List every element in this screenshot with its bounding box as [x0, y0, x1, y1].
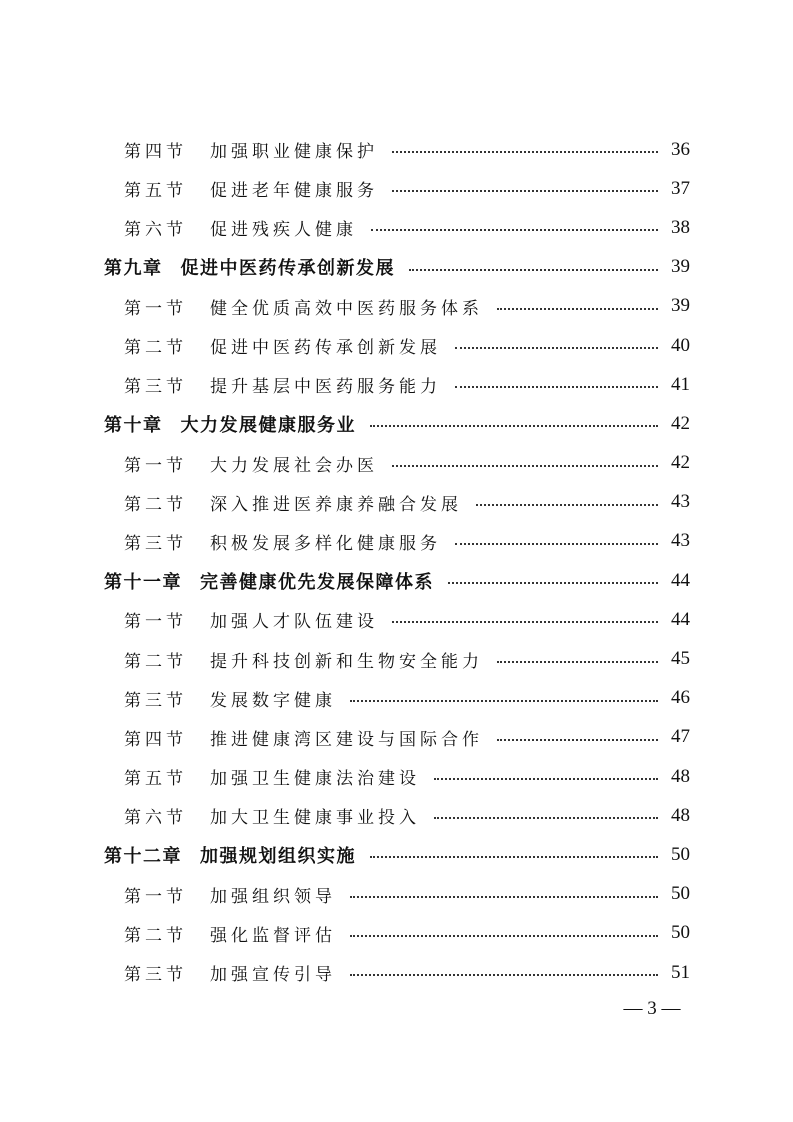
toc-section-entry[interactable] — [0, 208, 793, 247]
page-reference: 36 — [671, 138, 690, 160]
toc-section-entry[interactable] — [0, 796, 793, 835]
page-reference: 39 — [671, 256, 690, 278]
toc-section-entry[interactable] — [0, 287, 793, 326]
dot-leader — [448, 581, 658, 584]
page-reference: 48 — [671, 765, 690, 787]
section-title: 推进健康湾区建设与国际合作 — [210, 729, 483, 750]
toc-section-entry[interactable] — [0, 679, 793, 718]
section-title: 促进中医药传承创新发展 — [210, 338, 441, 359]
toc-chapter-entry[interactable] — [0, 561, 793, 600]
toc-chapter-entry[interactable] — [0, 404, 793, 443]
dot-leader — [350, 934, 658, 937]
page-reference: 43 — [671, 491, 690, 513]
page-reference: 41 — [671, 373, 690, 395]
section-title: 加强职业健康保护 — [210, 142, 378, 163]
section-number: 第四节 — [124, 729, 187, 750]
dot-leader — [392, 620, 658, 623]
toc-section-entry[interactable] — [0, 953, 793, 992]
chapter-title: 完善健康优先发展保障体系 — [200, 571, 434, 593]
dot-leader — [350, 973, 658, 976]
section-number: 第一节 — [124, 298, 187, 319]
page-reference: 42 — [671, 452, 690, 474]
section-number: 第四节 — [124, 142, 187, 163]
section-number: 第一节 — [124, 612, 187, 633]
dot-leader — [392, 464, 658, 467]
section-title: 发展数字健康 — [210, 690, 336, 711]
dot-leader — [434, 816, 658, 819]
page-reference: 50 — [671, 843, 690, 865]
section-number: 第五节 — [124, 181, 187, 202]
section-number: 第二节 — [124, 494, 187, 515]
page-reference: 43 — [671, 530, 690, 552]
dot-leader — [370, 424, 658, 427]
toc-section-entry[interactable] — [0, 639, 793, 678]
section-number: 第二节 — [124, 925, 187, 946]
toc-section-entry[interactable] — [0, 326, 793, 365]
dot-leader — [409, 268, 658, 271]
page-reference: 50 — [671, 883, 690, 905]
dot-leader — [350, 895, 658, 898]
chapter-number: 第十章 — [104, 414, 163, 436]
toc-chapter-entry[interactable] — [0, 835, 793, 874]
dot-leader — [455, 385, 658, 388]
page-reference: 44 — [671, 608, 690, 630]
dot-leader — [392, 189, 658, 192]
section-title: 健全优质高效中医药服务体系 — [210, 298, 483, 319]
toc-section-entry[interactable] — [0, 914, 793, 953]
chapter-number: 第九章 — [104, 258, 163, 280]
section-number: 第六节 — [124, 808, 187, 829]
chapter-title: 加强规划组织实施 — [200, 845, 356, 867]
dot-leader — [497, 307, 658, 310]
section-title: 加强宣传引导 — [210, 965, 336, 986]
dot-leader — [434, 777, 658, 780]
section-number: 第六节 — [124, 220, 187, 241]
chapter-title: 促进中医药传承创新发展 — [180, 258, 395, 280]
dot-leader — [392, 150, 658, 153]
section-title: 加强人才队伍建设 — [210, 612, 378, 633]
section-title: 加强组织领导 — [210, 886, 336, 907]
toc-section-entry[interactable] — [0, 444, 793, 483]
page-reference: 46 — [671, 687, 690, 709]
section-number: 第三节 — [124, 533, 187, 554]
page-reference: 37 — [671, 177, 690, 199]
page-reference: 45 — [671, 648, 690, 670]
section-number: 第二节 — [124, 651, 187, 672]
page-reference: 47 — [671, 726, 690, 748]
section-title: 提升基层中医药服务能力 — [210, 377, 441, 398]
chapter-title: 大力发展健康服务业 — [180, 414, 356, 436]
section-title: 积极发展多样化健康服务 — [210, 533, 441, 554]
toc-section-entry[interactable] — [0, 757, 793, 796]
section-title: 促进老年健康服务 — [210, 181, 378, 202]
section-title: 大力发展社会办医 — [210, 455, 378, 476]
section-number: 第三节 — [124, 965, 187, 986]
chapter-number: 第十一章 — [104, 571, 182, 593]
dot-leader — [497, 660, 658, 663]
dot-leader — [455, 346, 658, 349]
toc-section-entry[interactable] — [0, 522, 793, 561]
section-title: 促进残疾人健康 — [210, 220, 357, 241]
toc-section-entry[interactable] — [0, 130, 793, 169]
section-number: 第二节 — [124, 338, 187, 359]
dot-leader — [350, 699, 658, 702]
section-number: 第三节 — [124, 377, 187, 398]
dot-leader — [497, 738, 658, 741]
toc-section-entry[interactable] — [0, 169, 793, 208]
page-reference: 39 — [671, 295, 690, 317]
section-title: 加大卫生健康事业投入 — [210, 808, 420, 829]
section-title: 加强卫生健康法治建设 — [210, 769, 420, 790]
toc-section-entry[interactable] — [0, 875, 793, 914]
page-reference: 51 — [671, 961, 690, 983]
section-number: 第一节 — [124, 886, 187, 907]
section-title: 强化监督评估 — [210, 925, 336, 946]
toc-section-entry[interactable] — [0, 483, 793, 522]
dot-leader — [371, 228, 658, 231]
toc-section-entry[interactable] — [0, 600, 793, 639]
section-number: 第一节 — [124, 455, 187, 476]
page-reference: 50 — [671, 922, 690, 944]
page-reference: 44 — [671, 569, 690, 591]
toc-section-entry[interactable] — [0, 365, 793, 404]
section-title: 提升科技创新和生物安全能力 — [210, 651, 483, 672]
dot-leader — [476, 503, 658, 506]
table-of-contents — [0, 130, 793, 992]
page-reference: 48 — [671, 804, 690, 826]
page-number: — 3 — — [623, 998, 681, 1019]
chapter-number: 第十二章 — [104, 845, 182, 867]
dot-leader — [455, 542, 658, 545]
section-number: 第五节 — [124, 769, 187, 790]
dot-leader — [370, 855, 658, 858]
page-reference: 40 — [671, 334, 690, 356]
page-reference: 38 — [671, 216, 690, 238]
toc-chapter-entry[interactable] — [0, 248, 793, 287]
page-reference: 42 — [671, 412, 690, 434]
section-number: 第三节 — [124, 690, 187, 711]
section-title: 深入推进医养康养融合发展 — [210, 494, 462, 515]
toc-section-entry[interactable] — [0, 718, 793, 757]
